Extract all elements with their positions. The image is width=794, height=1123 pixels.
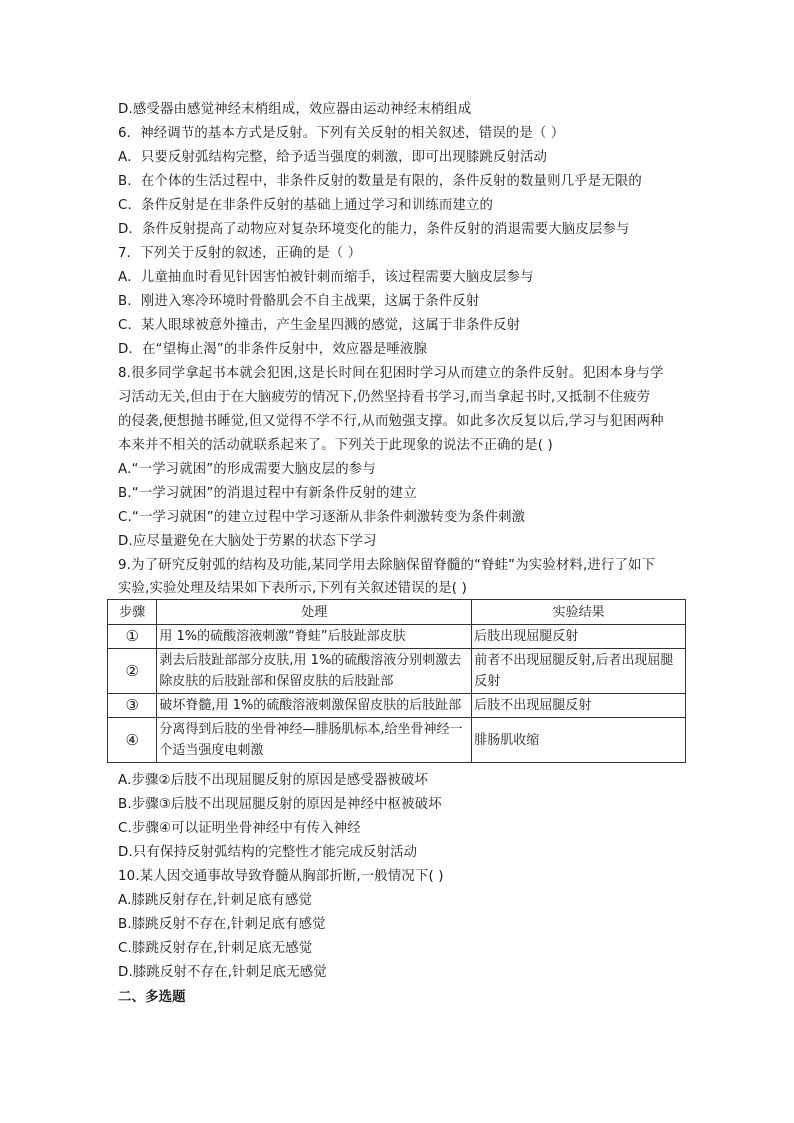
procedure-cell: 分离得到后肢的坐骨神经—腓肠肌标本,给坐骨神经一个适当强度电刺激 bbox=[157, 718, 472, 763]
question-7-option-d: D．在“望梅止渴”的非条件反射中，效应器是唾液腺 bbox=[118, 342, 427, 357]
result-cell: 腓肠肌收缩 bbox=[472, 718, 686, 763]
procedure-cell: 破坏脊髓,用 1%的硫酸溶液刺激保留皮肤的后肢趾部 bbox=[157, 694, 472, 718]
question-9-stem-line-2: 实验,实验处理及结果如下表所示,下列有关叙述错误的是( ) bbox=[118, 581, 467, 596]
table-header-row bbox=[108, 600, 686, 625]
question-9-option-a: A.步骤②后肢不出现屈腿反射的原因是感受器被破坏 bbox=[118, 773, 428, 788]
step-cell: ① bbox=[108, 625, 157, 649]
result-cell: 前者不出现屈腿反射,后者出现屈腿反射 bbox=[472, 649, 686, 694]
question-9-option-c: C.步骤④可以证明坐骨神经中有传入神经 bbox=[118, 821, 361, 836]
procedure-cell: 用 1%的硫酸溶液刺激“脊蛙”后肢趾部皮肤 bbox=[157, 625, 472, 649]
result-cell: 后肢不出现屈腿反射 bbox=[472, 694, 686, 718]
question-9-option-d: D.只有保持反射弧结构的完整性才能完成反射活动 bbox=[118, 845, 418, 860]
question-9-option-b: B.步骤③后肢不出现屈腿反射的原因是神经中枢被破坏 bbox=[118, 797, 442, 812]
header-result: 实验结果 bbox=[472, 600, 686, 625]
experiment-table bbox=[107, 599, 686, 763]
table-row bbox=[108, 718, 686, 763]
question-10-option-c: C.膝跳反射存在,针刺足底无感觉 bbox=[118, 941, 313, 956]
header-procedure: 处理 bbox=[157, 600, 472, 625]
question-7-option-c: C．某人眼球被意外撞击，产生金星四溅的感觉，这属于非条件反射 bbox=[118, 318, 521, 333]
question-5-option-d: D.感受器由感觉神经末梢组成，效应器由运动神经末梢组成 bbox=[118, 102, 472, 117]
section-heading-multiple-choice: 二、多选题 bbox=[118, 990, 186, 1005]
question-10-option-a: A.膝跳反射存在,针刺足底有感觉 bbox=[118, 893, 312, 908]
question-8-stem-line-3: 的侵袭,便想抛书睡觉,但又觉得不学不行,从而勉强支撑。如此多次反复以后,学习与犯困两种 bbox=[118, 414, 664, 429]
step-cell: ③ bbox=[108, 694, 157, 718]
question-8-option-b: B.“一学习就困”的消退过程中有新条件反射的建立 bbox=[118, 486, 417, 501]
question-10-option-d: D.膝跳反射不存在,针刺足底无感觉 bbox=[118, 965, 327, 980]
question-7-option-a: A．儿童抽血时看见针因害怕被针刺而缩手，该过程需要大脑皮层参与 bbox=[118, 270, 534, 285]
procedure-cell: 剥去后肢趾部部分皮肤,用 1%的硫酸溶液分别刺激去除皮肤的后肢趾部和保留皮肤的后肢趾部 bbox=[157, 649, 472, 694]
question-6-stem: 6．神经调节的基本方式是反射。下列有关反射的相关叙述，错误的是（ ） bbox=[118, 126, 565, 141]
step-cell: ② bbox=[108, 649, 157, 694]
question-10-option-b: B.膝跳反射不存在,针刺足底有感觉 bbox=[118, 917, 326, 932]
question-8-stem-line-4: 本来并不相关的活动就联系起来了。下列关于此现象的说法不正确的是( ) bbox=[118, 438, 553, 453]
question-7-option-b: B．刚进入寒冷环境时骨骼肌会不自主战栗，这属于条件反射 bbox=[118, 294, 480, 309]
question-8-stem-line-2: 习活动无关,但由于在大脑疲劳的情况下,仍然坚持看书学习,而当拿起书时,又抵制不住疲劳 bbox=[118, 390, 651, 405]
table-row bbox=[108, 649, 686, 694]
result-cell: 后肢出现屈腿反射 bbox=[472, 625, 686, 649]
question-8-stem-line-1: 8.很多同学拿起书本就会犯困,这是长时间在犯困时学习从而建立的条件反射。犯困本身与学 bbox=[118, 366, 664, 381]
header-step: 步骤 bbox=[108, 600, 157, 625]
question-6-option-b: B．在个体的生活过程中，非条件反射的数量是有限的，条件反射的数量则几乎是无限的 bbox=[118, 174, 642, 189]
question-8-option-c: C.“一学习就困”的建立过程中学习逐渐从非条件刺激转变为条件刺激 bbox=[118, 510, 526, 525]
question-6-option-a: A．只要反射弧结构完整，给予适当强度的刺激，即可出现膝跳反射活动 bbox=[118, 150, 548, 165]
question-6-option-c: C．条件反射是在非条件反射的基础上通过学习和训练而建立的 bbox=[118, 198, 494, 213]
question-7-stem: 7．下列关于反射的叙述，正确的是（ ） bbox=[118, 246, 362, 261]
step-cell: ④ bbox=[108, 718, 157, 763]
table-row bbox=[108, 694, 686, 718]
question-6-option-d: D．条件反射提高了动物应对复杂环境变化的能力，条件反射的消退需要大脑皮层参与 bbox=[118, 222, 630, 237]
question-8-option-a: A.“一学习就困”的形成需要大脑皮层的参与 bbox=[118, 462, 376, 477]
question-10-stem: 10.某人因交通事故导致脊髓从胸部折断,一般情况下( ) bbox=[118, 869, 444, 884]
question-9-stem-line-1: 9.为了研究反射弧的结构及功能,某同学用去除脑保留脊髓的“脊蛙”为实验材料,进行了如下 bbox=[118, 558, 656, 573]
question-8-option-d: D.应尽量避免在大脑处于劳累的状态下学习 bbox=[118, 534, 377, 549]
table-row bbox=[108, 625, 686, 649]
